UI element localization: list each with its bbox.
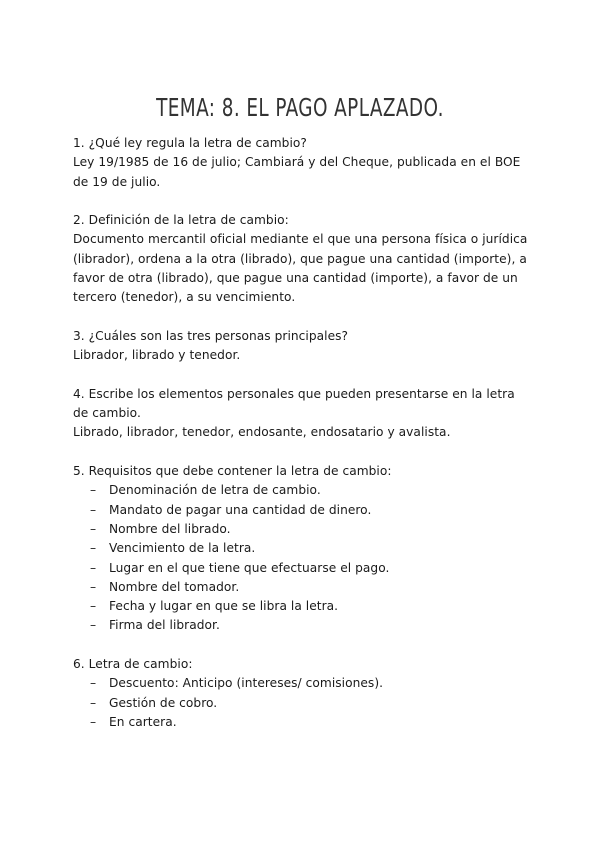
question-6	[73, 655, 533, 732]
list-item: – Lugar en el que tiene que efectuarse el pago.	[73, 559, 533, 578]
list-item: – Vencimiento de la letra.	[73, 539, 533, 558]
question-1	[73, 134, 533, 192]
question-3	[73, 327, 533, 366]
question-4	[73, 385, 533, 443]
question-2	[73, 211, 533, 307]
list-item: – Descuento: Anticipo (intereses/ comisiones).	[73, 674, 533, 693]
page-title: TEMA: 8. EL PAGO APLAZADO.	[156, 92, 444, 122]
answer-text: Ley 19/1985 de 16 de julio; Cambiará y del Cheque, publicada en el BOE de 19 de julio.	[73, 155, 521, 189]
answer-text: Librado, librador, tenedor, endosante, endosatario y avalista.	[73, 425, 451, 440]
list-item: – Firma del librador.	[73, 616, 533, 635]
question-5	[73, 462, 533, 636]
requirements-list	[73, 481, 533, 635]
question-heading: 3. ¿Cuáles son las tres personas principales?	[73, 328, 349, 343]
question-heading: 4. Escribe los elementos personales que pueden presentarse en la letra de cambio.	[73, 386, 515, 421]
document-body	[73, 134, 533, 752]
list-item: – Nombre del tomador.	[73, 578, 533, 597]
list-item: – Fecha y lugar en que se libra la letra.	[73, 597, 533, 616]
letra-de-cambio-list	[73, 674, 533, 732]
list-item: – Nombre del librado.	[73, 520, 533, 539]
list-item: – En cartera.	[73, 713, 533, 732]
answer-text: Librador, librado y tenedor.	[73, 348, 241, 363]
question-heading: 5. Requisitos que debe contener la letra de cambio:	[73, 464, 392, 479]
answer-text: Documento mercantil oficial mediante el que una persona física o jurídica (librador), ordena a la otra (librado), que pague una cantidad (importe), a favor de otra (librado), que pague una cantidad (importe), a favor de un tercero (tenedor), a su vencimiento.	[73, 232, 528, 305]
question-heading: 6. Letra de cambio:	[73, 657, 193, 672]
question-heading: 2. Definición de la letra de cambio:	[73, 213, 289, 228]
question-heading: 1. ¿Qué ley regula la letra de cambio?	[73, 136, 307, 150]
list-item: – Denominación de letra de cambio.	[73, 481, 533, 500]
list-item: – Gestión de cobro.	[73, 694, 533, 713]
list-item: – Mandato de pagar una cantidad de dinero.	[73, 501, 533, 520]
